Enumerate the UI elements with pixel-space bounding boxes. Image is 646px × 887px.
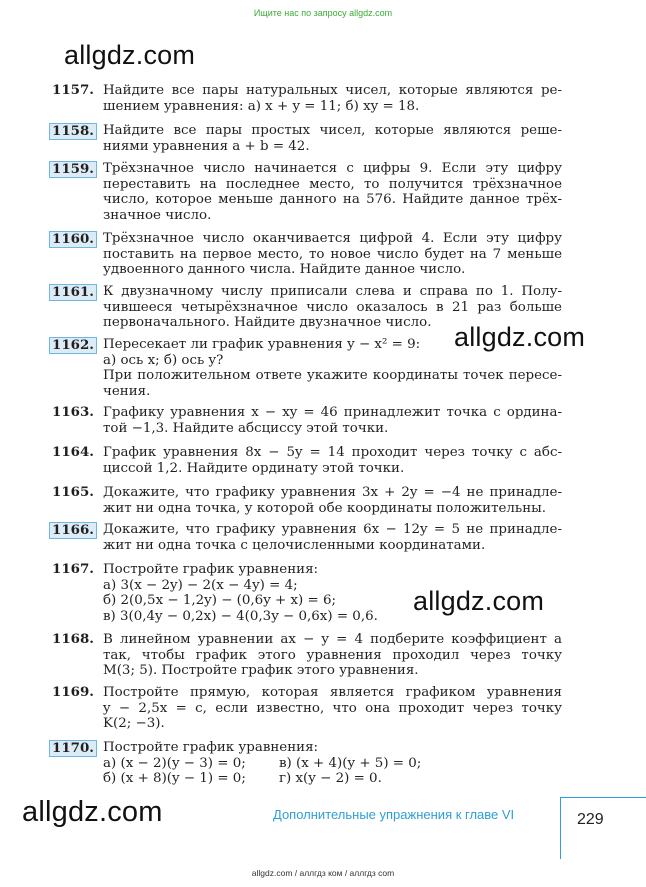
problem-1163	[52, 405, 562, 436]
problem-line: а) ось x; б) ось y?	[103, 352, 224, 368]
problem-line: При положительном ответе укажите координаты точек пересе-	[103, 368, 562, 383]
problem-line: Постройте прямую, которая является графиком уравнения	[103, 685, 562, 700]
problem-line: в) 3(0,4y − 0,2x) − 4(0,3y − 0,6x) = 0,6.	[103, 608, 378, 624]
watermark-mid-right: allgdz.com	[454, 322, 586, 352]
problem-1159	[52, 161, 562, 223]
problem-line: той −1,3. Найдите абсциссу этой точки.	[103, 420, 389, 436]
problem-line: удвоенного данного числа. Найдите данное число.	[103, 262, 466, 277]
problem-line: так, чтобы график этого уравнения проходил через точку	[103, 647, 562, 663]
problem-line: Графику уравнения x − xy = 46 принадлежит точка с ордина-	[103, 405, 562, 420]
watermark-top-left: allgdz.com	[64, 40, 196, 70]
problem-number: 1169.	[52, 684, 94, 700]
problem-number[interactable]: 1161.	[49, 284, 97, 301]
problem-number-box	[52, 231, 98, 248]
problem-number: 1163.	[52, 404, 94, 420]
problem-line: жит ни одна точка, у которой обе координаты положительны.	[103, 500, 547, 516]
page-number: 229	[577, 811, 604, 828]
problem-number: 1165.	[52, 484, 94, 500]
problem-number: 1164.	[52, 444, 94, 460]
equation-columns	[103, 756, 562, 787]
problem-number-box	[52, 284, 98, 301]
problem-number-box	[52, 337, 98, 354]
problem-number[interactable]: 1166.	[49, 522, 97, 539]
problem-1166	[52, 522, 562, 553]
problem-line: значное число.	[103, 207, 212, 223]
problem-line: число, которое меньше данного на 576. Найдите данное трёх-	[103, 192, 562, 207]
problem-line: Трёхзначное число начинается с цифры 9. Если эту цифру	[103, 161, 562, 176]
problem-line: Докажите, что графику уравнения 3x + 2y = −4 не принадле-	[103, 485, 562, 500]
top-note: Ищите нас по запросу allgdz.com	[253, 8, 393, 18]
problem-1158	[52, 123, 562, 154]
problem-number-box	[52, 123, 98, 140]
problem-line: первоначального. Найдите двузначное число.	[103, 315, 432, 330]
problem-number: 1157.	[52, 82, 94, 98]
problem-line: График уравнения 8x − 5y = 14 проходит через точку с абс-	[103, 445, 562, 460]
problem-number[interactable]: 1162.	[49, 337, 97, 354]
equation-item: г) x(y − 2) = 0.	[279, 771, 382, 786]
problem-1167	[52, 562, 562, 624]
watermark-lower-right: allgdz.com	[413, 586, 545, 616]
problem-line: шением уравнения: а) x + y = 11; б) xy = 18.	[103, 98, 420, 114]
problem-line: Постройте график уравнения:	[103, 562, 319, 577]
problem-number-box	[52, 522, 98, 539]
equation-item: в) (x + 4)(y + 5) = 0;	[279, 755, 422, 771]
problem-line: жит ни одна точка с целочисленными координатами.	[103, 537, 486, 553]
problem-line: чившееся четырёхзначное число оказалось в 21 раз больше	[103, 299, 562, 315]
problem-line: M(3; 5). Постройте график этого уравнения.	[103, 663, 419, 678]
problem-line: Постройте график уравнения:	[103, 740, 319, 755]
problem-1170	[52, 740, 562, 787]
problem-line: К двузначному числу приписали слева и справа по 1. Полу-	[103, 284, 562, 299]
problem-line: Пересекает ли график уравнения y − x² = 9:	[103, 337, 421, 352]
problem-line: Докажите, что графику уравнения 6x − 12y = 5 не принадле-	[103, 522, 562, 537]
problem-1157	[52, 83, 562, 114]
problem-line: циссой 1,2. Найдите ординату этой точки.	[103, 460, 405, 476]
watermark-bottom-left: allgdz.com	[22, 796, 163, 828]
problem-number: 1168.	[52, 631, 94, 647]
problem-line: В линейном уравнении ax − y = 4 подберите коэффициент a	[103, 632, 562, 647]
footer-divider	[560, 797, 646, 798]
problem-1164	[52, 445, 562, 476]
bottom-note: allgdz.com / аллгдз ком / аллгдз com	[251, 868, 395, 878]
footer-divider	[560, 797, 561, 859]
problem-line: ниями уравнения a + b = 42.	[103, 138, 310, 154]
problem-line: Найдите все пары натуральных чисел, которые являются ре-	[103, 83, 562, 98]
problem-number-box	[52, 740, 98, 757]
problem-number[interactable]: 1159.	[49, 161, 97, 178]
equation-item: а) (x − 2)(y − 3) = 0;	[103, 755, 246, 771]
problem-1162	[52, 337, 562, 399]
problem-1169	[52, 685, 562, 732]
problem-line: а) 3(x − 2y) − 2(x − 4y) = 4;	[103, 577, 298, 593]
problem-1160	[52, 231, 562, 278]
problem-line: Трёхзначное число оканчивается цифрой 4. Если эту цифру	[103, 231, 562, 246]
problem-number[interactable]: 1158.	[49, 123, 97, 140]
problem-line: y − 2,5x = c, если известно, что она проходит через точку	[103, 700, 562, 716]
problem-line: переставить на последнее место, то получится трёхзначное	[103, 176, 562, 192]
problem-number-box	[52, 161, 98, 178]
problem-1165	[52, 485, 562, 516]
problem-line: чения.	[103, 383, 151, 399]
problem-line: поставить на первое место, то новое число будет на 7 меньше	[103, 246, 562, 262]
equation-item: б) (x + 8)(y − 1) = 0;	[103, 771, 246, 786]
problem-line: Найдите все пары простых чисел, которые являются реше-	[103, 123, 562, 138]
problem-number[interactable]: 1160.	[49, 231, 97, 248]
problem-1161	[52, 284, 562, 331]
problem-1168	[52, 632, 562, 679]
problem-line: K(2; −3).	[103, 716, 165, 731]
problem-number[interactable]: 1170.	[49, 740, 97, 757]
problem-line: б) 2(0,5x − 1,2y) − (0,6y + x) = 6;	[103, 593, 337, 608]
chapter-title: Дополнительные упражнения к главе VI	[273, 807, 515, 822]
problem-number: 1167.	[52, 561, 94, 577]
